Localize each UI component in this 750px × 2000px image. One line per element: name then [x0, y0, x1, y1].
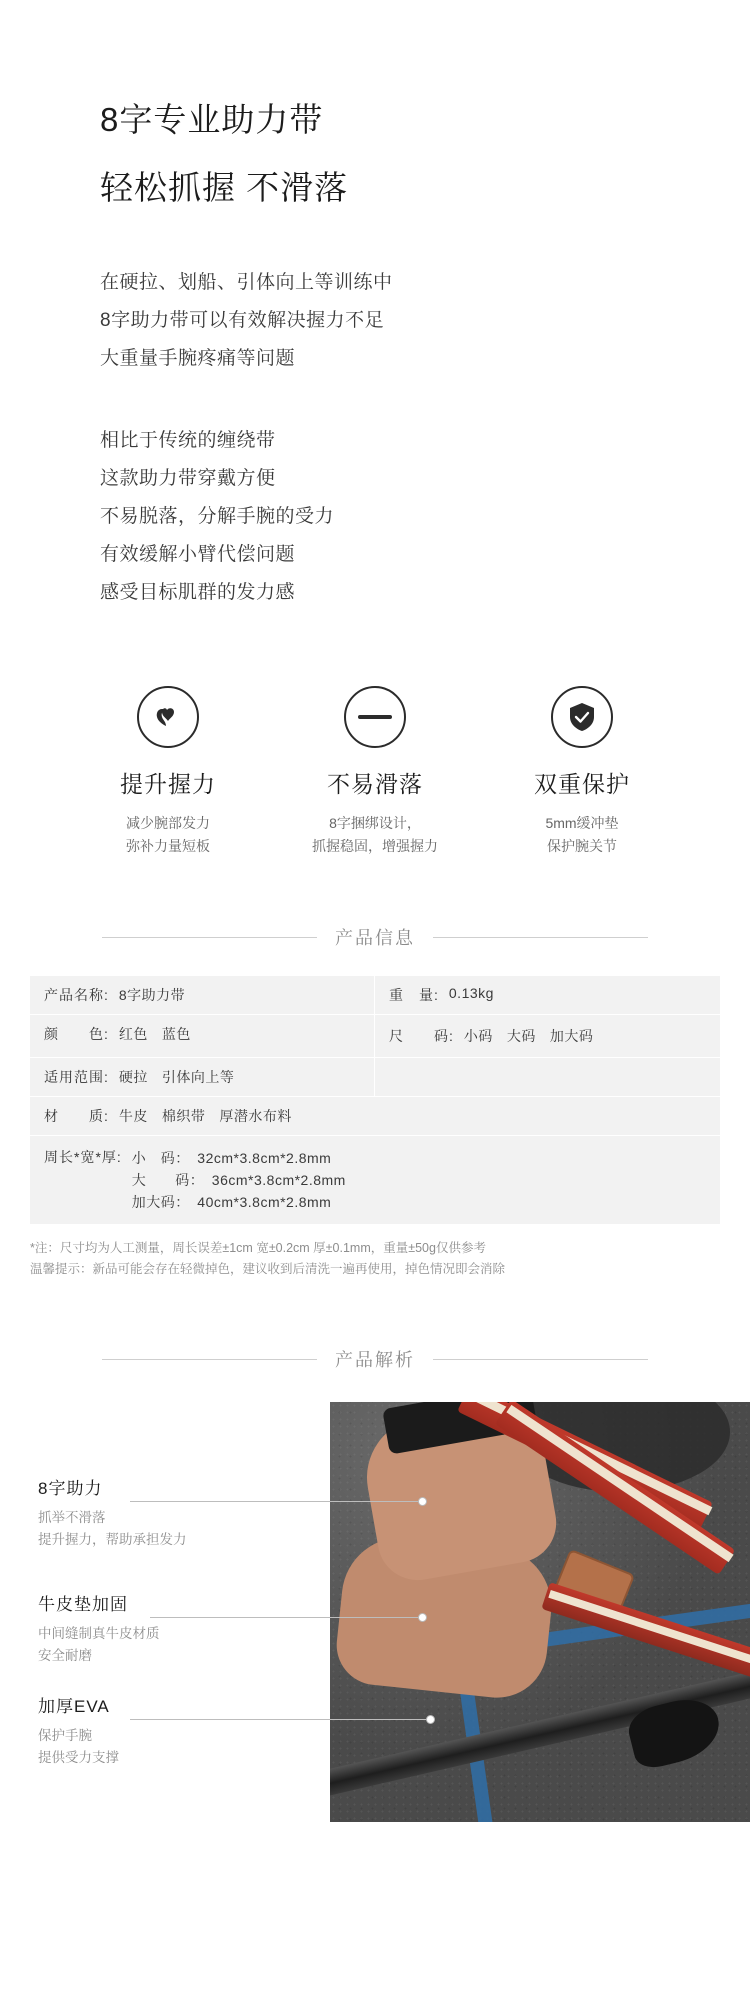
table-row	[30, 1097, 720, 1136]
page-subtitle: 轻松抓握 不滑落	[100, 168, 349, 206]
spec-value-item: 红色	[118, 1026, 148, 1042]
spec-table	[30, 976, 720, 1224]
divider-left	[102, 1359, 317, 1360]
spec-material	[30, 1097, 720, 1135]
spec-usage	[30, 1058, 375, 1096]
no-slip-icon	[344, 686, 406, 748]
callout-desc	[38, 1725, 119, 1769]
spec-color	[30, 1015, 375, 1057]
callout-desc-line: 提升握力，帮助承担发力	[38, 1532, 187, 1547]
callout-thick-eva	[38, 1692, 119, 1769]
divider-right	[433, 1359, 648, 1360]
spec-empty-cell	[375, 1058, 720, 1096]
spec-key: 适用范围:	[44, 1069, 109, 1085]
intro-line: 8字助力带可以有效解决握力不足	[100, 310, 385, 331]
table-row	[30, 1136, 720, 1224]
callout-dot	[426, 1715, 435, 1724]
feature-title: 提升握力	[120, 771, 216, 797]
callout-dot	[418, 1497, 427, 1506]
feature-desc-line: 8字捆绑设计，	[329, 815, 421, 831]
feature-row	[0, 686, 750, 858]
feature-title: 不易滑落	[327, 771, 423, 797]
spec-key: 材 质:	[44, 1108, 109, 1124]
spec-key: 尺 码:	[389, 1028, 454, 1044]
spec-size-line: 大 码： 36cm*3.8cm*2.8mm	[131, 1172, 346, 1188]
feature-desc	[78, 812, 258, 858]
feature-protection	[492, 686, 672, 858]
spec-value: 8字助力带	[118, 987, 186, 1003]
hero-section	[0, 0, 750, 212]
spec-value-item: 棉织带	[161, 1108, 206, 1124]
callout-title: 牛皮垫加固	[38, 1595, 128, 1614]
product-info-heading	[0, 924, 750, 950]
spec-value	[119, 1067, 249, 1087]
callout-title: 8字助力	[38, 1479, 103, 1498]
spec-size-line: 小 码： 32cm*3.8cm*2.8mm	[131, 1150, 332, 1166]
feature-no-slip	[285, 686, 465, 858]
spec-value-item: 加大码	[549, 1028, 594, 1044]
callout-title: 加厚EVA	[38, 1697, 110, 1716]
spec-value	[119, 1024, 205, 1044]
feature-desc-line: 5mm缓冲垫	[545, 815, 619, 831]
callout-desc-line: 抓举不滑落	[38, 1510, 106, 1525]
callout-leader-line	[130, 1719, 430, 1720]
feature-desc-line: 弥补力量短板	[126, 838, 210, 854]
spec-dimensions	[30, 1136, 720, 1224]
feature-desc-line: 抓握稳固，增强握力	[312, 838, 438, 854]
callout-desc	[38, 1623, 160, 1667]
spec-key: 产品名称:	[44, 987, 109, 1003]
intro-line: 不易脱落，分解手腕的受力	[100, 506, 335, 527]
spec-value	[119, 1106, 306, 1126]
spec-size	[375, 1015, 720, 1057]
spec-weight	[375, 976, 720, 1014]
spec-value	[132, 1147, 346, 1213]
feature-desc-line: 保护腕关节	[547, 838, 617, 854]
table-row	[30, 976, 720, 1015]
spec-key: 颜 色:	[44, 1026, 109, 1042]
callout-8-shape-assist	[38, 1474, 187, 1551]
feature-title: 双重保护	[534, 771, 630, 797]
shield-icon	[551, 686, 613, 748]
product-photo	[330, 1402, 750, 1822]
spec-value-item: 牛皮	[118, 1108, 148, 1124]
note-line: 温馨提示：新品可能会存在轻微掉色，建议收到后清洗一遍再使用，掉色情况即会消除	[30, 1262, 506, 1276]
callout-leader-line	[130, 1501, 422, 1502]
callout-desc-line: 中间缝制真牛皮材质	[38, 1626, 160, 1641]
spec-value-item: 小码	[463, 1028, 493, 1044]
page-title: 8字专业助力带	[100, 101, 324, 138]
spec-notes	[30, 1238, 720, 1280]
callout-leader-line	[150, 1617, 422, 1618]
intro-paragraph-2	[0, 422, 750, 612]
intro-line: 大重量手腕疼痛等问题	[100, 348, 296, 369]
intro-line: 在硬拉、划船、引体向上等训练中	[100, 272, 393, 293]
intro-paragraph-1	[0, 264, 750, 378]
intro-line: 相比于传统的缠绕带	[100, 430, 276, 451]
spec-value-item: 厚潜水布料	[219, 1108, 292, 1124]
intro-line: 有效缓解小臂代偿问题	[100, 544, 296, 565]
product-analysis-heading	[0, 1346, 750, 1372]
spec-product-name	[30, 976, 375, 1014]
spec-size-line: 加大码： 40cm*3.8cm*2.8mm	[131, 1194, 332, 1210]
callout-dot	[418, 1613, 427, 1622]
callout-desc	[38, 1507, 187, 1551]
callout-desc-line: 保护手腕	[38, 1728, 92, 1743]
spec-value-item: 蓝色	[161, 1026, 191, 1042]
spec-value-item: 引体向上等	[161, 1069, 235, 1085]
feature-desc	[285, 812, 465, 858]
intro-line: 这款助力带穿戴方便	[100, 468, 276, 489]
callout-desc-line: 安全耐磨	[38, 1648, 92, 1663]
table-row	[30, 1015, 720, 1058]
callout-leather-reinforcement	[38, 1590, 160, 1667]
divider-right	[433, 937, 648, 938]
callout-desc-line: 提供受力支撑	[38, 1750, 119, 1765]
spec-value	[464, 1026, 608, 1046]
grip-icon	[137, 686, 199, 748]
spec-key: 重 量:	[389, 987, 439, 1003]
section-title-text: 产品解析	[335, 1350, 415, 1370]
feature-desc	[492, 812, 672, 858]
spec-key: 周长*宽*厚:	[44, 1149, 122, 1165]
feature-grip	[78, 686, 258, 858]
analysis-section	[0, 1402, 750, 1822]
feature-desc-line: 减少腕部发力	[126, 815, 210, 831]
divider-left	[102, 937, 317, 938]
note-line: *注：尺寸均为人工测量，周长误差±1cm 宽±0.2cm 厚±0.1mm，重量±50g仅供参考	[30, 1241, 486, 1255]
spec-value-item: 硬拉	[118, 1069, 148, 1085]
intro-line: 感受目标肌群的发力感	[100, 582, 296, 603]
section-title-text: 产品信息	[335, 928, 415, 948]
spec-value-item: 大码	[506, 1028, 536, 1044]
table-row	[30, 1058, 720, 1097]
spec-value: 0.13kg	[448, 985, 494, 1001]
